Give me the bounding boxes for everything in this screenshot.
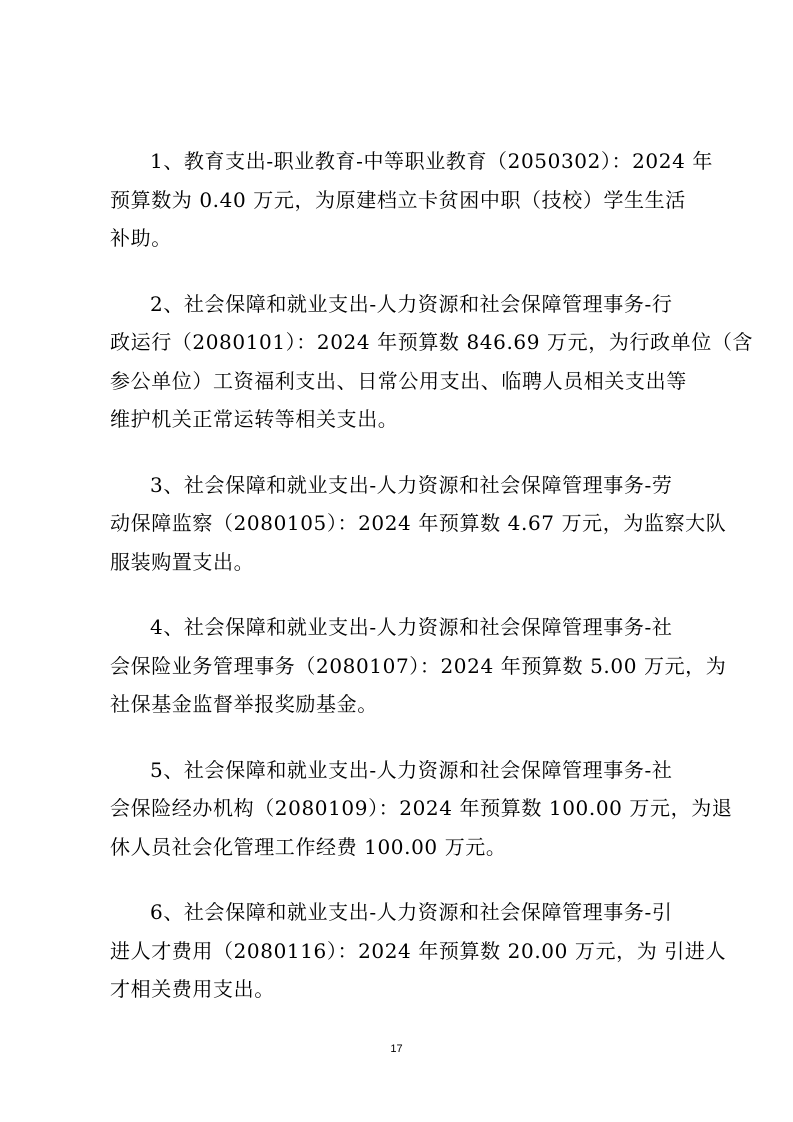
paragraph-line: 才相关费用支出。 xyxy=(110,977,275,1001)
paragraph-line: 社保基金监督举报奖励基金。 xyxy=(110,692,378,716)
paragraph-item-6 xyxy=(110,893,727,1009)
paragraph-line: 会保险经办机构（2080109）：2024 年预算数 100.00 万元，为退 xyxy=(110,796,733,820)
page-number: 17 xyxy=(390,1043,403,1055)
paragraph-line: 政运行（2080101）：2024 年预算数 846.69 万元，为行政单位（含 xyxy=(110,330,754,354)
paragraph-line: 1、教育支出-职业教育-中等职业教育（2050302）：2024 年 xyxy=(150,149,713,173)
paragraph-line: 预算数为 0.40 万元，为原建档立卡贫困中职（技校）学生生活 xyxy=(110,187,686,212)
paragraph-line: 5、社会保障和就业支出-人力资源和社会保障管理事务-社 xyxy=(150,757,673,782)
paragraph-line: 3、社会保障和就业支出-人力资源和社会保障管理事务-劳 xyxy=(150,472,673,497)
paragraph-item-4 xyxy=(110,608,727,724)
paragraph-line: 2、社会保障和就业支出-人力资源和社会保障管理事务-行 xyxy=(150,291,673,316)
paragraph-line: 4、社会保障和就业支出-人力资源和社会保障管理事务-社 xyxy=(150,615,673,639)
paragraph-line: 维护机关正常运转等相关支出。 xyxy=(110,407,399,431)
paragraph-line: 动保障监察（2080105）：2024 年预算数 4.67 万元，为监察大队 xyxy=(110,511,727,535)
paragraph-line: 会保险业务管理事务（2080107）：2024 年预算数 5.00 万元，为 xyxy=(110,653,727,678)
paragraph-line: 休人员社会化管理工作经费 100.00 万元。 xyxy=(110,834,507,859)
paragraph-item-2 xyxy=(110,285,754,439)
paragraph-item-3 xyxy=(110,466,727,582)
paragraph-line: 补助。 xyxy=(110,226,172,250)
paragraph-line: 6、社会保障和就业支出-人力资源和社会保障管理事务-引 xyxy=(150,900,673,924)
paragraph-line: 进人才费用（2080116）：2024 年预算数 20.00 万元，为 引进人 xyxy=(110,938,727,963)
paragraph-line: 服装购置支出。 xyxy=(110,549,255,574)
paragraph-line: 参公单位）工资福利支出、日常公用支出、临聘人员相关支出等 xyxy=(110,368,687,393)
paragraph-item-5 xyxy=(110,751,733,867)
paragraph-item-1 xyxy=(110,142,713,258)
body-text xyxy=(110,142,754,1036)
